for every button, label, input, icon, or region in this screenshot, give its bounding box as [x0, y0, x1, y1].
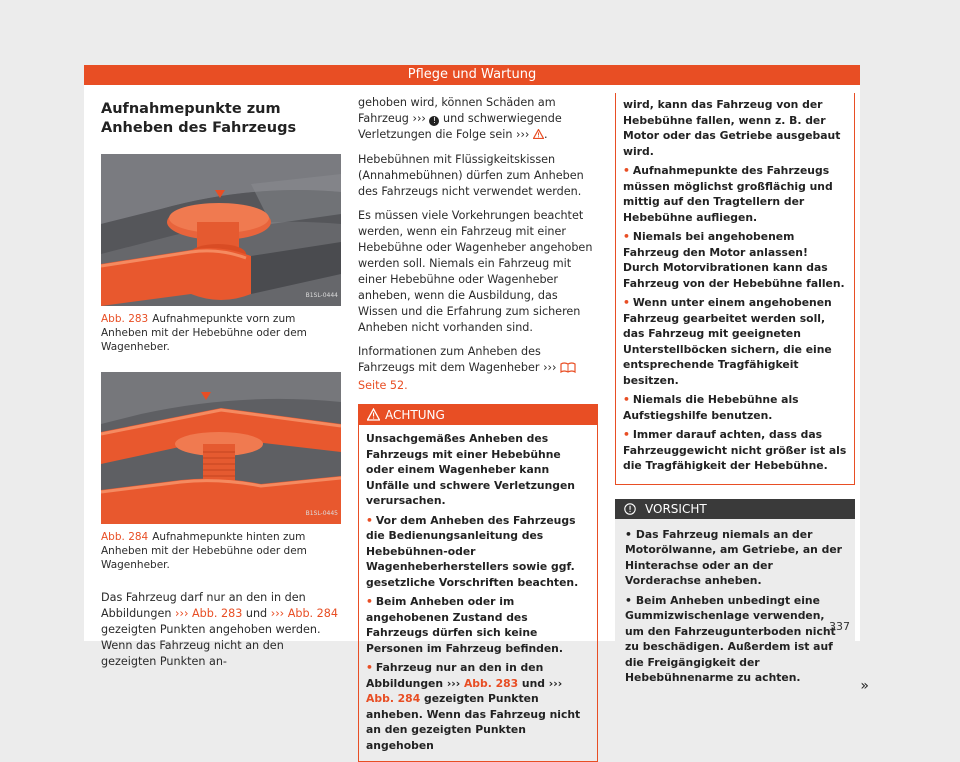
- chapter-header: Pflege und Wartung: [84, 65, 860, 85]
- figure-283-label: Abb. 283: [101, 313, 149, 325]
- link-abb-284[interactable]: Abb. 284: [287, 607, 339, 620]
- warning-body: [359, 425, 597, 761]
- warning-bullet: • Immer darauf achten, dass das Fahrzeuggewicht nicht größer ist als die Tragfähigkeit der Hebebühne.: [623, 428, 847, 472]
- figure-284-image: [101, 372, 341, 524]
- caution-box: [615, 499, 869, 696]
- warning-bullet: • Wenn unter einem angehobenen Fahrzeug gearbeitet werden soll, das Fahrzeug mit geeigneten Unterstellböcken sichern, die eine entsprechende Tragfähigkeit besitzen.: [623, 296, 832, 387]
- xref-arrow: ›››: [446, 676, 461, 690]
- caution-header: [615, 499, 855, 519]
- body-paragraph-precautions: Es müssen viele Vorkehrungen beachtet werden, wenn ein Fahrzeug mit einer Hebebühne oder Wagenheber angehoben werden soll. Niemals ein Fahrzeug mit einer Hebebühne oder Wagenheber anheben, wenn die Ausbildung, das Wissen und die Erfahrung zum sicheren Anheben nicht vorhanden sind.: [358, 209, 593, 334]
- column-middle: [358, 95, 598, 762]
- manual-page: [84, 65, 869, 752]
- figure-ref-code: B1SL-0444: [305, 292, 338, 299]
- book-icon: [560, 362, 576, 378]
- body-paragraph-air-cushion: Hebebühnen mit Flüssigkeitskissen (Annahmebühnen) dürfen zum Anheben des Fahrzeugs nicht verwendet werden.: [358, 153, 584, 198]
- body-paragraph-continued: gehoben wird, können Schäden am Fahrzeug ››› ! und schwerwiegende Verletzungen die Folge sein ››› .: [358, 95, 598, 144]
- caution-title: VORSICHT: [645, 501, 707, 516]
- exclamation-circle-icon: !: [429, 116, 439, 126]
- column-right: [615, 93, 869, 696]
- warning-bullet: • Fahrzeug nur an den in den Abbildungen ››› Abb. 283 und ››› Abb. 284 gezeigten Punkten anheben. Wenn das Fahrzeug nicht an den gezeigten Punkten angehoben: [366, 661, 581, 752]
- warning-triangle-icon: [533, 128, 544, 144]
- figure-284-caption: [101, 530, 341, 572]
- warning-bullet: • Niemals die Hebebühne als Aufstiegshilfe benutzen.: [623, 393, 799, 422]
- figure-284-caption-text: Aufnahmepunkte hinten zum Anheben mit der Hebebühne oder dem Wagenheber.: [101, 531, 307, 571]
- body-paragraph-lifting-points: Das Fahrzeug darf nur an den in den Abbildungen ››› Abb. 283 und ››› Abb. 284 gezeigten Punkten angehoben werden. Wenn das Fahrzeug nicht an den gezeigten Punkten an-: [101, 591, 339, 668]
- xref-arrow: ›››: [515, 128, 530, 141]
- section-title: Aufnahmepunkte zum Anheben des Fahrzeugs: [101, 101, 297, 136]
- caution-body: [615, 519, 855, 696]
- xref-arrow: ›››: [548, 676, 563, 690]
- xref-arrow: ›››: [175, 607, 189, 620]
- link-abb-284[interactable]: Abb. 284: [366, 692, 421, 705]
- column-left: [101, 100, 341, 678]
- info-circle-icon: [624, 503, 636, 515]
- caution-bullet: • Das Fahrzeug niemals an der Motorölwanne, am Getriebe, an der Hinterachse oder an der Vorderachse anheben.: [625, 527, 843, 587]
- warning-bullet: • Aufnahmepunkte des Fahrzeugs müssen möglichst großflächig und mittig auf den Tragtellern der Hebebühne aufliegen.: [623, 164, 833, 224]
- warning-bullet: • Vor dem Anheben des Fahrzeugs die Bedienungsanleitung des Hebebühnen-oder Wagenheberherstellers sowie ggf. gesetzliche Vorschriften beachten.: [366, 513, 579, 589]
- xref-arrow: ›››: [412, 112, 426, 125]
- figure-283-caption-text: Aufnahmepunkte vorn zum Anheben mit der Hebebühne oder dem Wagenheber.: [101, 313, 307, 353]
- figure-ref-code: B1SL-0445: [305, 510, 338, 517]
- warning-continued-text: wird, kann das Fahrzeug von der Hebebühne fallen, wenn z. B. der Motor oder das Getriebe ausgebaut wird.: [623, 98, 841, 158]
- warning-intro: Unsachgemäßes Anheben des Fahrzeugs mit einer Hebebühne oder einem Wagenheber kann Unfälle und schwere Verletzungen verursachen.: [366, 432, 575, 507]
- figure-283-caption: [101, 312, 341, 354]
- warning-box-continued: [615, 93, 855, 485]
- page-number: 337: [829, 620, 850, 633]
- warning-bullet: • Beim Anheben oder im angehobenen Zustand des Fahrzeugs dürfen sich keine Personen im Fahrzeug befinden.: [366, 595, 563, 655]
- rear-lift-point-illustration: [101, 372, 341, 524]
- xref-arrow: ›››: [270, 607, 285, 620]
- warning-triangle-icon: [367, 408, 380, 421]
- warning-bullet: • Niemals bei angehobenem Fahrzeug den Motor anlassen! Durch Motorvibrationen kann das Fahrzeug von der Hebebühne fallen.: [623, 230, 845, 290]
- caution-bullet: • Beim Anheben unbedingt eine Gummizwischenlage verwenden, um den Fahrzeugunterboden nicht zu beschädigen. Außerdem ist auf die Freigängigkeit der Hebebühnenarme zu achten.: [625, 593, 836, 684]
- link-seite-52[interactable]: Seite 52.: [358, 379, 408, 392]
- continue-marker: »: [860, 677, 869, 694]
- link-abb-283[interactable]: Abb. 283: [191, 607, 243, 620]
- link-abb-283[interactable]: Abb. 283: [463, 676, 519, 690]
- warning-box: [358, 404, 598, 762]
- front-lift-point-illustration: [101, 154, 341, 306]
- xref-arrow: ›››: [543, 361, 557, 374]
- figure-284-label: Abb. 284: [101, 531, 149, 543]
- body-paragraph-jack-info: Informationen zum Anheben des Fahrzeugs mit dem Wagenheber ››› Seite 52.: [358, 344, 598, 394]
- warning-title: ACHTUNG: [385, 408, 445, 422]
- figure-283-image: [101, 154, 341, 306]
- warning-header: [359, 405, 597, 425]
